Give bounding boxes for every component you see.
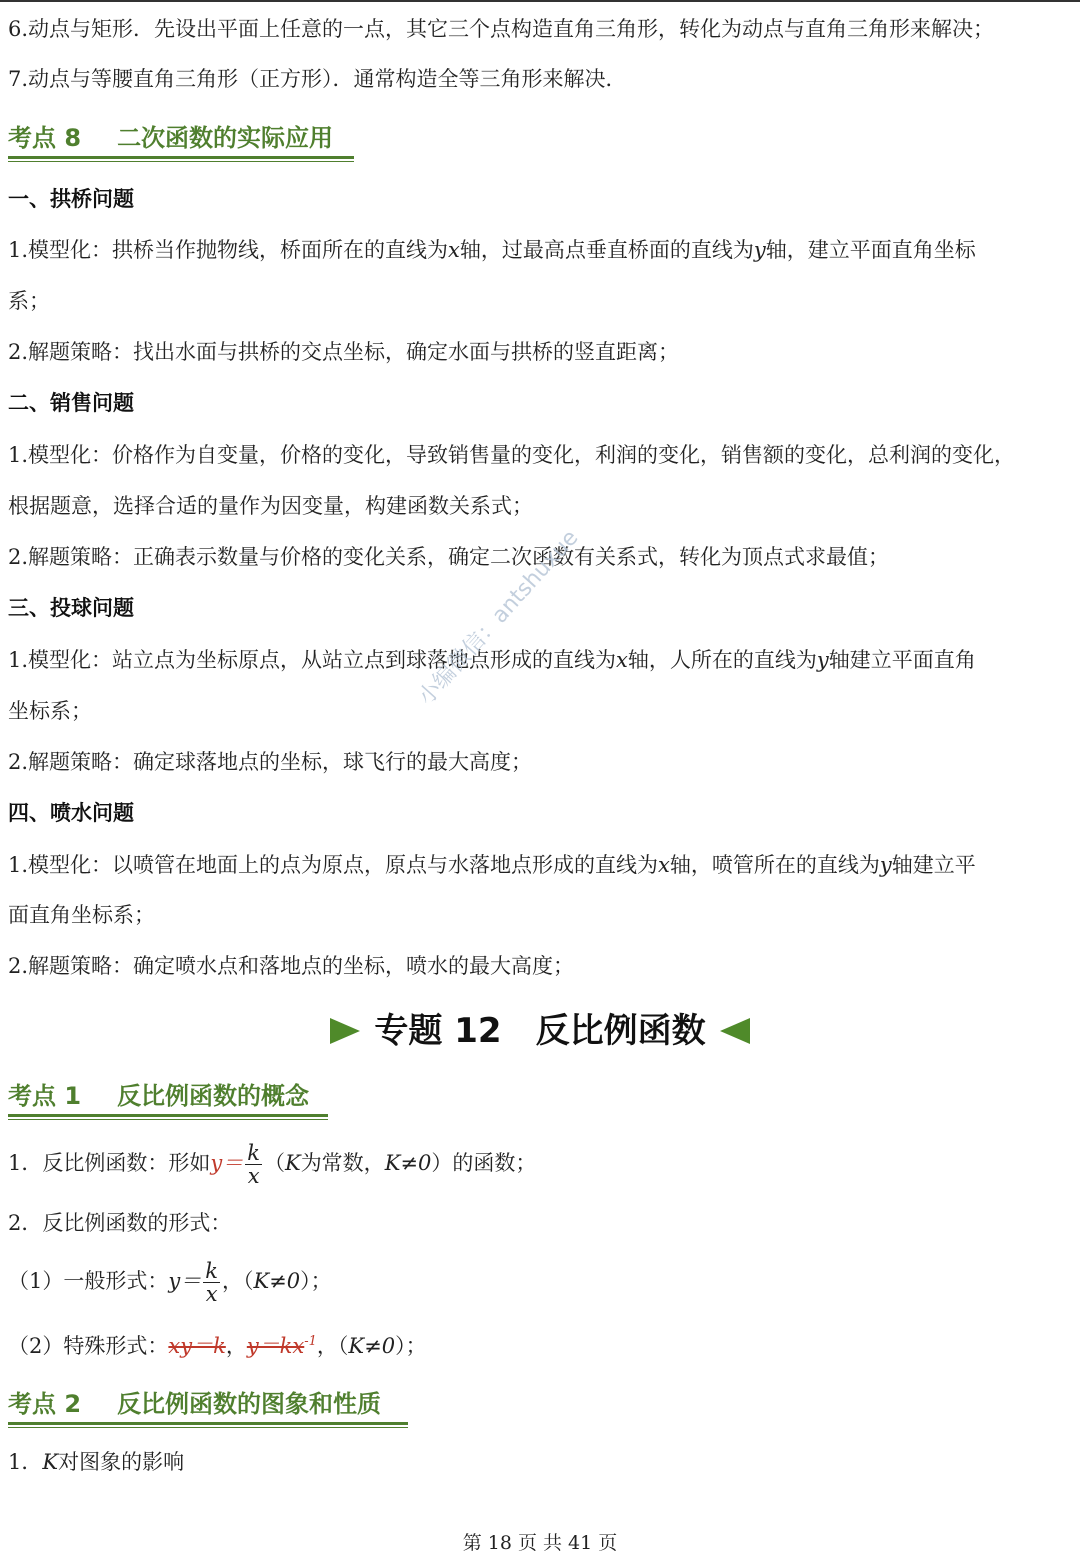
- section-underline: [8, 1114, 328, 1117]
- bridge-line-2: 2.解题策略：找出水面与拱桥的交点坐标，确定水面与拱桥的竖直距离；: [8, 340, 680, 364]
- watermark: 小编微信：antshuxue: [413, 525, 584, 711]
- section-underline: [8, 1422, 408, 1425]
- subheading-sales: 二、销售问题: [8, 391, 134, 415]
- text-line-7: 7.动点与等腰直角三角形（正方形）．通常构造全等三角形来解决．: [8, 67, 627, 91]
- section-number: 考点 2: [8, 1390, 82, 1418]
- fraction-k-over-x: $\frac{k}{x}$: [247, 1141, 260, 1188]
- text-line-6: 6.动点与矩形．先设出平面上任意的一点，其它三个点构造直角三角形，转化为动点与直角三角形来解决；: [8, 17, 995, 41]
- section-underline: [8, 156, 354, 159]
- section-number: 考点 1: [8, 1082, 82, 1110]
- concept-line-4: （2）特殊形式：xy＝k，$y=kx^{-1}$，（K≠0）；: [8, 1334, 427, 1358]
- ball-line-1-cont: 坐标系；: [8, 699, 92, 723]
- subheading-spray: 四、喷水问题: [8, 801, 134, 825]
- section-title: 二次函数的实际应用: [117, 124, 334, 152]
- spray-line-1-cont: 面直角坐标系；: [8, 903, 155, 927]
- page-footer: 第 18 页 共 41 页: [462, 1532, 618, 1554]
- ball-line-2: 2.解题策略：确定球落地点的坐标，球飞行的最大高度；: [8, 750, 533, 774]
- section-number: 考点 8: [8, 124, 82, 152]
- concept-line-3: （1）一般形式：y＝ $\frac{k}{x}$ ，（K≠0）；: [8, 1259, 332, 1306]
- section-underline-thin: [8, 161, 354, 162]
- sales-line-1: 1.模型化：价格作为自变量，价格的变化，导致销售量的变化，利润的变化，销售额的变化，总利润的变化，: [8, 443, 1016, 467]
- subheading-bridge: 一、拱桥问题: [8, 187, 134, 211]
- sales-line-2: 根据题意，选择合适的量作为因变量，构建函数关系式；: [8, 494, 533, 518]
- sales-line-3: 2.解题策略：正确表示数量与价格的变化关系，确定二次函数有关系式，转化为顶点式求最值；: [8, 545, 890, 569]
- chapter-title: 专题 12 反比例函数: [0, 1004, 1080, 1054]
- section-title: 反比例函数的概念: [117, 1082, 310, 1110]
- concept-line-1: 1．反比例函数：形如y＝ $\frac{k}{x}$ （K为常数，K≠0）的函数；: [8, 1141, 537, 1188]
- fraction-k-over-x: $\frac{k}{x}$: [205, 1259, 218, 1306]
- concept-line-2: 2．反比例函数的形式：: [8, 1211, 232, 1235]
- arrow-left-icon: [720, 1018, 750, 1044]
- section-title: 反比例函数的图象和性质: [117, 1390, 382, 1418]
- spray-line-2: 2.解题策略：确定喷水点和落地点的坐标，喷水的最大高度；: [8, 954, 575, 978]
- section-heading-8: [8, 122, 333, 154]
- section-underline-thin: [8, 1427, 408, 1428]
- bridge-line-1: 1.模型化：拱桥当作抛物线，桥面所在的直线为x轴，过最高点垂直桥面的直线为y轴，建立平面直角坐标: [8, 238, 976, 262]
- image-line-1: 1．K对图象的影响: [8, 1450, 185, 1474]
- subheading-ball: 三、投球问题: [8, 596, 134, 620]
- section-underline-thin: [8, 1119, 328, 1120]
- bridge-line-1-cont: 系；: [8, 289, 50, 313]
- arrow-right-icon: [330, 1018, 360, 1044]
- section-heading-2: [8, 1388, 381, 1420]
- spray-line-1: 1.模型化：以喷管在地面上的点为原点，原点与水落地点形成的直线为x轴，喷管所在的直线为y轴建立平: [8, 853, 976, 877]
- ball-line-1: 1.模型化：站立点为坐标原点，从站立点到球落地点形成的直线为x轴，人所在的直线为y轴建立平面直角: [8, 648, 976, 672]
- section-heading-1: [8, 1080, 309, 1112]
- top-rule: [0, 0, 1080, 2]
